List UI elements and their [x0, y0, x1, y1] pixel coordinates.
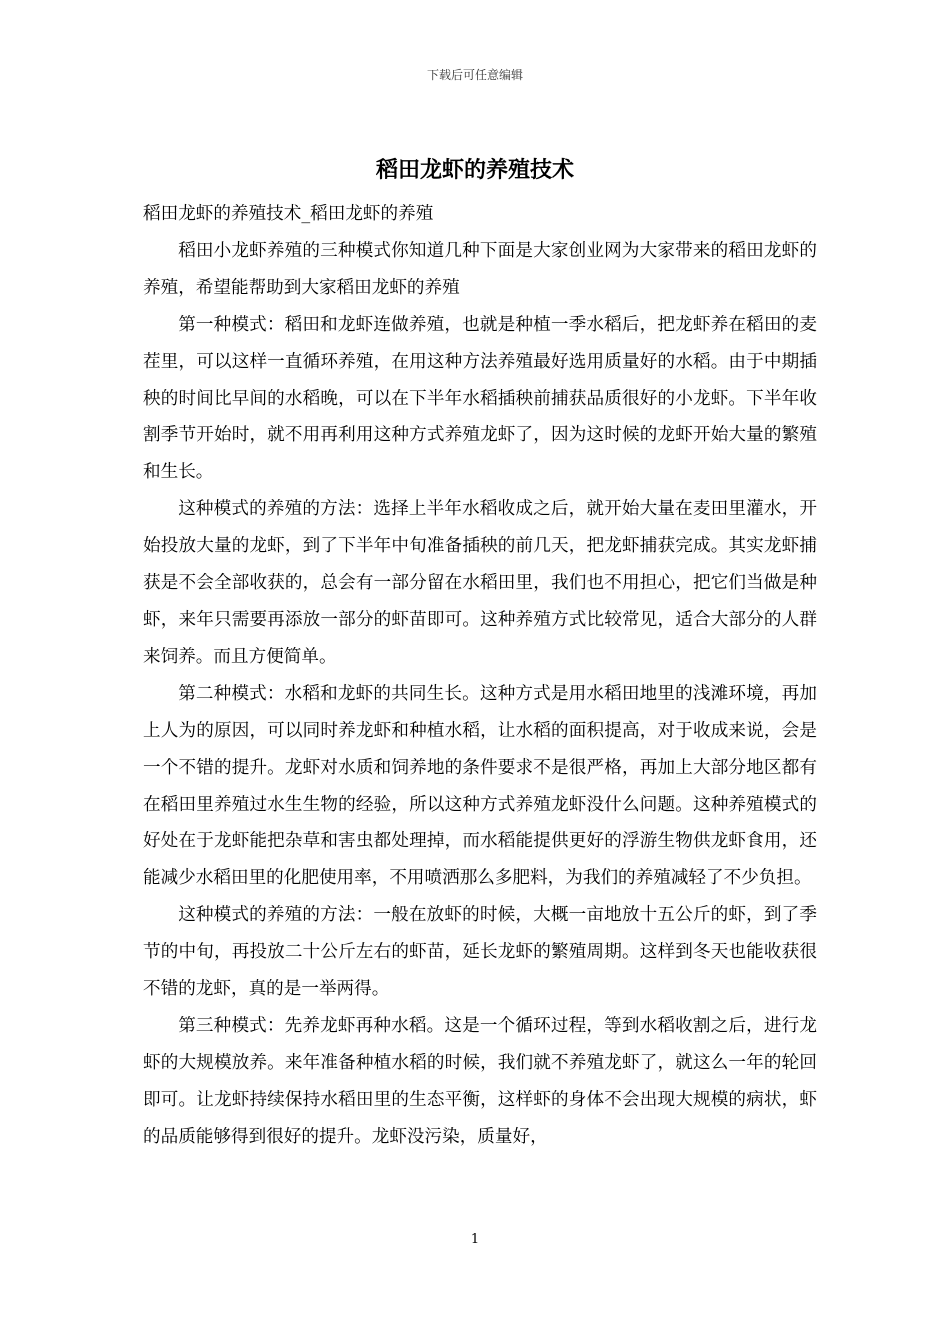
document-title: 稻田龙虾的养殖技术 — [375, 157, 574, 183]
mode-one-paragraph: 第一种模式：稻田和龙虾连做养殖，也就是种植一季水稻后，把龙虾养在稻田的麦茬里，可以这样一直循环养殖，在用这种方法养殖最好选用质量好的水稻。由于中期插秧的时间比早间的水稻晚，可以在下半年水稻插秧前捕获品质很好的小龙虾。下半年收割季节开始时，就不用再利用这种方式养殖龙虾了，因为这时候的龙虾开始大量的繁殖和生长。 — [143, 314, 817, 483]
mode-two-paragraph: 第二种模式：水稻和龙虾的共同生长。这种方式是用水稻田地里的浅滩环境，再加上人为的原因，可以同时养龙虾和种植水稻，让水稻的面积提高，对于收成来说，会是一个不错的提升。龙虾对水质和饲养地的条件要求不是很严格，再加上大部分地区都有在稻田里养殖过水生生物的经验，所以这种方式养殖龙虾没什么问题。这种养殖模式的好处在于龙虾能把杂草和害虫都处理掉，而水稻能提供更好的浮游生物供龙虾食用，还能减少水稻田里的化肥使用率，不用喷洒那么多肥料，为我们的养殖减轻了不少负担。 — [143, 683, 817, 889]
mode-three-paragraph: 第三种模式：先养龙虾再种水稻。这是一个循环过程，等到水稻收割之后，进行龙虾的大规模放养。来年准备种植水稻的时候，我们就不养殖龙虾了，就这么一年的轮回即可。让龙虾持续保持水稻田里的生态平衡，这样虾的身体不会出现大规模的病状，虾的品质能够得到很好的提升。龙虾没污染，质量好， — [143, 1015, 817, 1147]
document-subtitle: 稻田龙虾的养殖技术_稻田龙虾的养殖 — [143, 204, 434, 224]
intro-paragraph: 稻田小龙虾养殖的三种模式你知道几种下面是大家创业网为大家带来的稻田龙虾的养殖，希望能帮助到大家稻田龙虾的养殖 — [143, 240, 817, 298]
mode-one-method-paragraph: 这种模式的养殖的方法：选择上半年水稻收成之后，就开始大量在麦田里灌水，开始投放大量的龙虾，到了下半年中旬准备插秧的前几天，把龙虾捕获完成。其实龙虾捕获是不会全部收获的，总会有一部分留在水稻田里，我们也不用担心，把它们当做是种虾，来年只需要再添放一部分的虾苗即可。这种养殖方式比较常见，适合大部分的人群来饲养。而且方便简单。 — [143, 499, 817, 667]
header-note: 下载后可任意编辑 — [426, 68, 523, 82]
document-body — [143, 196, 817, 1156]
page-number: 1 — [470, 1232, 480, 1247]
mode-two-method-paragraph: 这种模式的养殖的方法：一般在放虾的时候，大概一亩地放十五公斤的虾，到了季节的中旬，再投放二十公斤左右的虾苗，延长龙虾的繁殖周期。这样到冬天也能收获很不错的龙虾，真的是一举两得。 — [143, 905, 817, 1000]
